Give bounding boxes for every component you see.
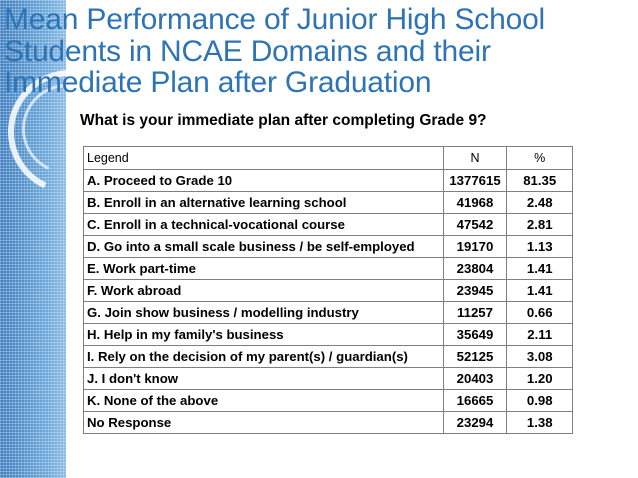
cell-n: 23294 [443, 412, 507, 434]
cell-n: 52125 [443, 346, 507, 368]
cell-legend: G. Join show business / modelling industry [84, 302, 444, 324]
table-row [84, 258, 573, 280]
cell-percent: 1.38 [507, 412, 573, 434]
cell-legend: H. Help in my family's business [84, 324, 444, 346]
plans-table [83, 146, 573, 434]
cell-n: 1377615 [443, 170, 507, 192]
cell-n: 35649 [443, 324, 507, 346]
cell-n: 11257 [443, 302, 507, 324]
cell-n: 19170 [443, 236, 507, 258]
cell-legend: B. Enroll in an alternative learning school [84, 192, 444, 214]
cell-n: 23804 [443, 258, 507, 280]
cell-percent: 1.20 [507, 368, 573, 390]
cell-percent: 1.13 [507, 236, 573, 258]
cell-legend: D. Go into a small scale business / be self-employed [84, 236, 444, 258]
cell-legend: C. Enroll in a technical-vocational course [84, 214, 444, 236]
cell-legend: J. I don't know [84, 368, 444, 390]
cell-legend: A. Proceed to Grade 10 [84, 170, 444, 192]
cell-percent: 3.08 [507, 346, 573, 368]
cell-legend: F. Work abroad [84, 280, 444, 302]
cell-legend: I. Rely on the decision of my parent(s) / guardian(s) [84, 346, 444, 368]
table-row [84, 236, 573, 258]
cell-legend: E. Work part-time [84, 258, 444, 280]
cell-percent: 1.41 [507, 258, 573, 280]
header-n: N [443, 147, 507, 170]
table-row [84, 324, 573, 346]
table-row [84, 412, 573, 434]
cell-n: 47542 [443, 214, 507, 236]
header-legend: Legend [84, 147, 444, 170]
header-percent: % [507, 147, 573, 170]
cell-n: 23945 [443, 280, 507, 302]
table-row [84, 192, 573, 214]
slide-title: Mean Performance of Junior High School Students in NCAE Domains and their Immediate Plan after Graduation [4, 3, 546, 99]
cell-percent: 2.11 [507, 324, 573, 346]
cell-percent: 81.35 [507, 170, 573, 192]
table-row [84, 214, 573, 236]
table-row [84, 368, 573, 390]
cell-percent: 1.41 [507, 280, 573, 302]
cell-n: 20403 [443, 368, 507, 390]
cell-legend: No Response [84, 412, 444, 434]
cell-legend: K. None of the above [84, 390, 444, 412]
table-row [84, 170, 573, 192]
table-row [84, 390, 573, 412]
table-header-row [84, 147, 573, 170]
slide-subtitle: What is your immediate plan after completing Grade 9? [80, 112, 487, 129]
table-row [84, 302, 573, 324]
cell-percent: 2.81 [507, 214, 573, 236]
cell-percent: 0.98 [507, 390, 573, 412]
cell-n: 16665 [443, 390, 507, 412]
table-row [84, 280, 573, 302]
cell-n: 41968 [443, 192, 507, 214]
cell-percent: 0.66 [507, 302, 573, 324]
table-row [84, 346, 573, 368]
cell-percent: 2.48 [507, 192, 573, 214]
